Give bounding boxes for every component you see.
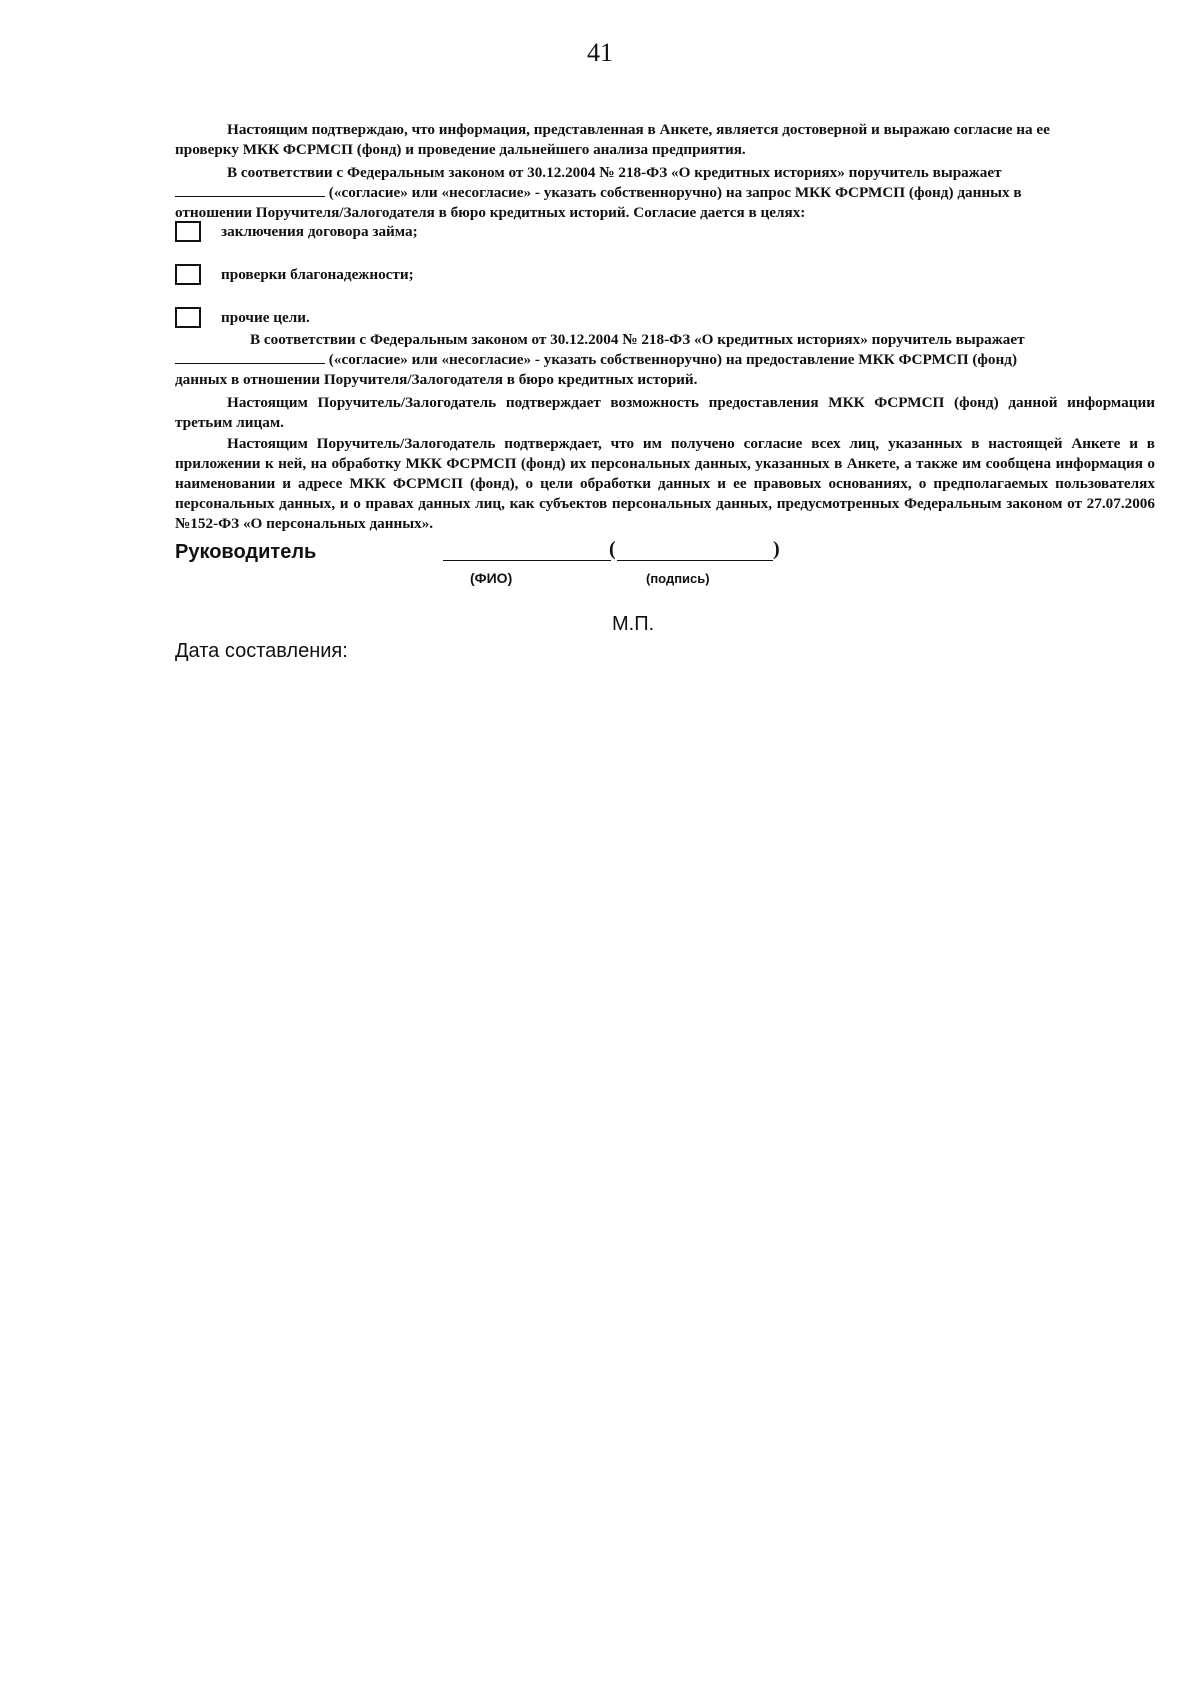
checkbox-label: прочие цели.: [221, 308, 310, 326]
checkbox[interactable]: [175, 264, 201, 285]
confirmation-paragraph: [175, 120, 1155, 160]
fio-caption: (ФИО): [470, 570, 513, 586]
checkbox[interactable]: [175, 221, 201, 242]
para5-text: Настоящим Поручитель/Залогодатель подтверждает, что им получено согласие всех лиц, указанных в настоящей Анкете и в приложении к ней, на обработку МКК ФСРМСП (фонд) их персональных данных, указанных в Анкете, а также им сообщена информация о наименовании и адресе МКК ФСРМСП (фонд), о цели обработки данных и ее правовых основаниях, о предполагаемых пользователях персональных данных, и о правах данных лиц, как субъектов персональных данных, предусмотренных Федеральным законом от 27.07.2006 №152-ФЗ «О персональных данных».: [175, 435, 1155, 532]
checkbox-label: заключения договора займа;: [221, 222, 418, 240]
signature-line[interactable]: [617, 545, 773, 561]
paren-close: ): [773, 538, 780, 560]
para2-line3: отношении Поручителя/Залогодателя в бюро кредитных историй. Согласие дается в целях:: [175, 204, 806, 221]
para1-line2: проверку МКК ФСРМСП (фонд) и проведение дальнейшего анализа предприятия.: [175, 141, 746, 158]
page-number: 41: [587, 38, 613, 67]
checkbox-label: проверки благонадежности;: [221, 265, 414, 283]
credit-history-provision-paragraph: [175, 330, 1155, 390]
para3-line3: данных в отношении Поручителя/Залогодателя в бюро кредитных историй.: [175, 371, 698, 388]
para1-line1: Настоящим подтверждаю, что информация, представленная в Анкете, является достоверной и выражаю согласие на ее: [227, 121, 1050, 138]
personal-data-paragraph: [175, 434, 1155, 534]
paren-open: (: [609, 538, 616, 560]
checkbox-row-other[interactable]: [175, 307, 310, 328]
para3-line2: («согласие» или «несогласие» - указать собственноручно) на предоставление МКК ФСРМСП (фонд): [328, 351, 1018, 368]
para4-text: Настоящим Поручитель/Залогодатель подтверждает возможность предоставления МКК ФСРМСП (фонд) данной информации третьим лицам.: [175, 394, 1155, 431]
para2-line2: («согласие» или «несогласие» - указать собственноручно) на запрос МКК ФСРМСП (фонд) данных в: [328, 184, 1022, 201]
date-label: Дата составления:: [175, 640, 348, 662]
stamp-place-label: М.П.: [612, 613, 655, 635]
checkbox[interactable]: [175, 307, 201, 328]
consent-blank-1[interactable]: [175, 184, 325, 197]
para2-line1: В соответствии с Федеральным законом от 30.12.2004 № 218-ФЗ «О кредитных историях» поручитель выражает: [227, 164, 1002, 181]
head-label: Руководитель: [175, 541, 317, 563]
third-parties-paragraph: [175, 393, 1155, 433]
credit-history-request-paragraph: [175, 163, 1155, 223]
checkbox-row-loan[interactable]: [175, 221, 418, 242]
signature-caption: (подпись): [646, 571, 710, 586]
fio-line[interactable]: [443, 545, 611, 561]
consent-blank-2[interactable]: [175, 351, 325, 364]
para3-line1: В соответствии с Федеральным законом от 30.12.2004 № 218-ФЗ «О кредитных историях» поручитель выражает: [250, 331, 1025, 348]
checkbox-row-reliability[interactable]: [175, 264, 414, 285]
